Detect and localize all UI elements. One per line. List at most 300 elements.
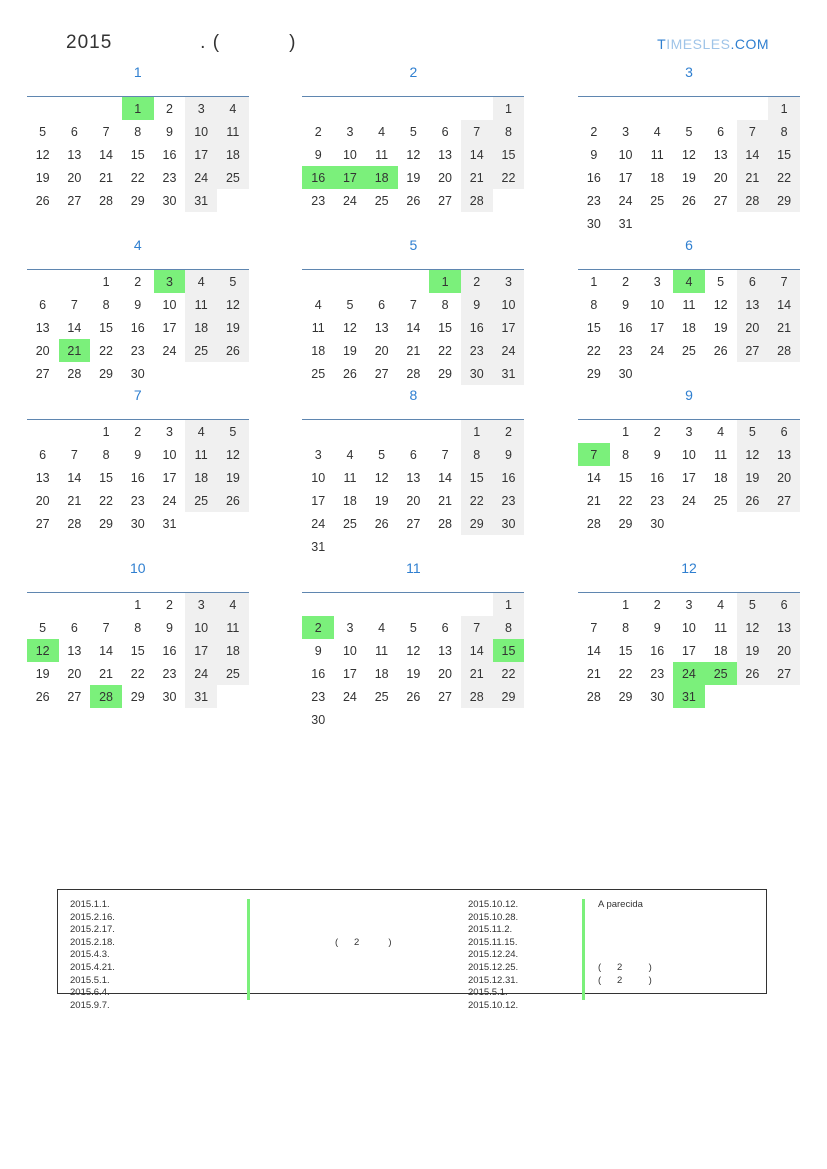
day-cell[interactable]: 29 (493, 685, 525, 708)
day-cell[interactable]: 15 (768, 143, 800, 166)
day-cell[interactable]: 28 (406, 366, 421, 381)
day-cell[interactable]: 24 (162, 493, 177, 508)
day-cell[interactable]: 21 (768, 316, 800, 339)
day-cell[interactable]: 25 (705, 662, 737, 685)
day-cell[interactable]: 7 (409, 297, 417, 312)
day-cell[interactable]: 10 (162, 297, 177, 312)
day-cell[interactable]: 6 (717, 124, 725, 139)
day-cell[interactable]: 20 (35, 343, 50, 358)
day-cell[interactable]: 8 (768, 120, 800, 143)
day-cell[interactable]: 4 (378, 124, 386, 139)
day-cell[interactable]: 23 (162, 666, 177, 681)
day-cell[interactable]: 10 (342, 643, 357, 658)
day-cell[interactable]: 15 (99, 470, 113, 485)
day-cell[interactable]: 24 (311, 516, 326, 531)
day-cell[interactable]: 9 (134, 297, 142, 312)
day-cell[interactable]: 21 (59, 339, 91, 362)
day-cell[interactable]: 8 (134, 124, 142, 139)
day-cell[interactable]: 15 (618, 643, 633, 658)
brand-logo[interactable] (657, 36, 769, 52)
day-cell[interactable]: 3 (185, 593, 217, 617)
day-cell[interactable]: 19 (217, 316, 249, 339)
day-cell[interactable]: 6 (768, 420, 800, 444)
day-cell[interactable]: 5 (39, 124, 47, 139)
day-cell[interactable]: 6 (378, 297, 386, 312)
day-cell[interactable]: 22 (618, 666, 633, 681)
day-cell[interactable]: 10 (185, 120, 217, 143)
day-cell[interactable]: 21 (406, 343, 421, 358)
day-cell[interactable]: 6 (409, 447, 417, 462)
day-cell[interactable]: 25 (713, 493, 728, 508)
day-cell[interactable]: 12 (406, 147, 421, 162)
day-cell[interactable]: 4 (217, 97, 249, 121)
day-cell[interactable]: 26 (406, 193, 421, 208)
day-cell[interactable]: 18 (374, 666, 389, 681)
day-cell[interactable]: 17 (650, 320, 665, 335)
day-cell[interactable]: 6 (441, 620, 449, 635)
day-cell[interactable]: 5 (217, 270, 249, 294)
day-cell[interactable]: 27 (768, 489, 800, 512)
day-cell[interactable]: 17 (311, 493, 326, 508)
day-cell[interactable]: 9 (461, 293, 493, 316)
day-cell[interactable]: 13 (35, 470, 50, 485)
day-cell[interactable]: 18 (342, 493, 357, 508)
day-cell[interactable]: 7 (70, 297, 78, 312)
day-cell[interactable]: 23 (311, 193, 326, 208)
day-cell[interactable]: 16 (650, 643, 665, 658)
day-cell[interactable]: 29 (586, 366, 601, 381)
day-cell[interactable]: 27 (438, 689, 452, 704)
day-cell[interactable]: 14 (99, 147, 113, 162)
day-cell[interactable]: 15 (493, 639, 525, 662)
day-cell[interactable]: 18 (311, 343, 326, 358)
day-cell[interactable]: 5 (378, 447, 386, 462)
day-cell[interactable]: 15 (493, 143, 525, 166)
day-cell[interactable]: 16 (311, 666, 326, 681)
day-cell[interactable]: 13 (438, 643, 452, 658)
day-cell[interactable]: 15 (586, 320, 601, 335)
day-cell[interactable]: 24 (681, 493, 696, 508)
day-cell[interactable]: 9 (653, 447, 661, 462)
day-cell[interactable]: 8 (493, 120, 525, 143)
day-cell[interactable]: 2 (461, 270, 493, 294)
day-cell[interactable]: 18 (713, 470, 728, 485)
day-cell[interactable]: 10 (681, 447, 696, 462)
day-cell[interactable]: 25 (217, 166, 249, 189)
day-cell[interactable]: 16 (618, 320, 633, 335)
day-cell[interactable]: 2 (653, 424, 661, 439)
day-cell[interactable]: 26 (681, 193, 696, 208)
day-cell[interactable]: 4 (673, 270, 705, 294)
day-cell[interactable]: 26 (35, 193, 50, 208)
day-cell[interactable]: 12 (737, 616, 769, 639)
day-cell[interactable]: 27 (67, 193, 82, 208)
day-cell[interactable]: 13 (67, 643, 82, 658)
day-cell[interactable]: 12 (217, 443, 249, 466)
day-cell[interactable]: 3 (622, 124, 630, 139)
day-cell[interactable]: 10 (162, 447, 177, 462)
day-cell[interactable]: 11 (217, 616, 249, 639)
day-cell[interactable]: 4 (653, 124, 661, 139)
day-cell[interactable]: 19 (406, 666, 421, 681)
day-cell[interactable]: 16 (586, 170, 601, 185)
day-cell[interactable]: 2 (134, 424, 142, 439)
day-cell[interactable]: 21 (67, 493, 82, 508)
day-cell[interactable]: 5 (217, 420, 249, 444)
day-cell[interactable]: 31 (311, 539, 326, 554)
day-cell[interactable]: 3 (314, 447, 322, 462)
day-cell[interactable]: 11 (311, 320, 325, 335)
day-cell[interactable]: 15 (618, 470, 633, 485)
day-cell[interactable]: 17 (618, 170, 633, 185)
day-cell[interactable]: 14 (67, 470, 82, 485)
day-cell[interactable]: 10 (681, 620, 696, 635)
day-cell[interactable]: 24 (650, 343, 665, 358)
day-cell[interactable]: 18 (185, 466, 217, 489)
day-cell[interactable]: 26 (35, 689, 50, 704)
day-cell[interactable]: 21 (737, 166, 769, 189)
day-cell[interactable]: 22 (99, 493, 113, 508)
day-cell[interactable]: 5 (346, 297, 354, 312)
day-cell[interactable]: 22 (768, 166, 800, 189)
day-cell[interactable]: 30 (650, 689, 665, 704)
day-cell[interactable]: 6 (70, 124, 78, 139)
day-cell[interactable]: 25 (217, 662, 249, 685)
day-cell[interactable]: 30 (618, 366, 633, 381)
day-cell[interactable]: 1 (493, 97, 525, 121)
day-cell[interactable]: 11 (375, 643, 389, 658)
day-cell[interactable]: 7 (102, 124, 110, 139)
day-cell[interactable]: 2 (493, 420, 525, 444)
day-cell[interactable]: 1 (122, 97, 154, 121)
day-cell[interactable]: 31 (185, 189, 217, 212)
day-cell[interactable]: 8 (461, 443, 493, 466)
day-cell[interactable]: 4 (378, 620, 386, 635)
day-cell[interactable]: 14 (438, 470, 452, 485)
day-cell[interactable]: 4 (717, 597, 725, 612)
day-cell[interactable]: 13 (768, 616, 800, 639)
day-cell[interactable]: 8 (102, 297, 110, 312)
day-cell[interactable]: 29 (618, 689, 633, 704)
day-cell[interactable]: 3 (165, 424, 173, 439)
day-cell[interactable]: 21 (586, 666, 601, 681)
day-cell[interactable]: 15 (130, 643, 145, 658)
day-cell[interactable]: 8 (590, 297, 598, 312)
day-cell[interactable]: 30 (130, 516, 145, 531)
day-cell[interactable]: 23 (618, 343, 633, 358)
day-cell[interactable]: 10 (618, 147, 633, 162)
day-cell[interactable]: 30 (162, 689, 177, 704)
day-cell[interactable]: 20 (67, 170, 82, 185)
day-cell[interactable]: 13 (406, 470, 421, 485)
day-cell[interactable]: 5 (685, 124, 693, 139)
day-cell[interactable]: 29 (99, 366, 113, 381)
day-cell[interactable]: 1 (590, 274, 598, 289)
day-cell[interactable]: 30 (650, 516, 665, 531)
day-cell[interactable]: 22 (438, 343, 452, 358)
day-cell[interactable]: 4 (185, 270, 217, 294)
day-cell[interactable]: 13 (737, 293, 769, 316)
day-cell[interactable]: 16 (130, 320, 145, 335)
day-cell[interactable]: 9 (622, 297, 630, 312)
day-cell[interactable]: 22 (586, 343, 601, 358)
day-cell[interactable]: 14 (586, 470, 601, 485)
day-cell[interactable]: 1 (102, 424, 110, 439)
day-cell[interactable]: 14 (737, 143, 769, 166)
day-cell[interactable]: 12 (35, 147, 50, 162)
day-cell[interactable]: 15 (130, 147, 145, 162)
day-cell[interactable]: 24 (185, 662, 217, 685)
day-cell[interactable]: 1 (134, 597, 142, 612)
day-cell[interactable]: 23 (493, 489, 525, 512)
day-cell[interactable]: 29 (130, 689, 145, 704)
day-cell[interactable]: 20 (768, 639, 800, 662)
day-cell[interactable]: 21 (99, 666, 113, 681)
day-cell[interactable]: 26 (342, 366, 357, 381)
day-cell[interactable]: 8 (102, 447, 110, 462)
day-cell[interactable]: 15 (99, 320, 113, 335)
day-cell[interactable]: 10 (342, 147, 357, 162)
day-cell[interactable]: 3 (493, 270, 525, 294)
day-cell[interactable]: 14 (461, 143, 493, 166)
day-cell[interactable]: 1 (493, 593, 525, 617)
day-cell[interactable]: 13 (67, 147, 82, 162)
day-cell[interactable]: 2 (314, 124, 322, 139)
day-cell[interactable]: 1 (768, 97, 800, 121)
day-cell[interactable]: 4 (717, 424, 725, 439)
day-cell[interactable]: 18 (650, 170, 665, 185)
day-cell[interactable]: 19 (374, 493, 389, 508)
day-cell[interactable]: 2 (165, 597, 173, 612)
day-cell[interactable]: 18 (217, 143, 249, 166)
day-cell[interactable]: 12 (217, 293, 249, 316)
day-cell[interactable]: 11 (343, 470, 357, 485)
day-cell[interactable]: 26 (737, 489, 769, 512)
day-cell[interactable]: 19 (406, 170, 421, 185)
day-cell[interactable]: 11 (185, 293, 217, 316)
day-cell[interactable]: 26 (737, 662, 769, 685)
day-cell[interactable]: 27 (713, 193, 728, 208)
day-cell[interactable]: 20 (67, 666, 82, 681)
day-cell[interactable]: 2 (302, 616, 334, 639)
day-cell[interactable]: 26 (406, 689, 421, 704)
day-cell[interactable]: 25 (185, 339, 217, 362)
day-cell[interactable]: 10 (650, 297, 665, 312)
day-cell[interactable]: 10 (493, 293, 525, 316)
day-cell[interactable]: 5 (737, 420, 769, 444)
day-cell[interactable]: 7 (70, 447, 78, 462)
day-cell[interactable]: 30 (493, 512, 525, 535)
day-cell[interactable]: 20 (768, 466, 800, 489)
day-cell[interactable]: 11 (375, 147, 389, 162)
day-cell[interactable]: 7 (441, 447, 449, 462)
day-cell[interactable]: 17 (162, 320, 177, 335)
day-cell[interactable]: 23 (586, 193, 601, 208)
day-cell[interactable]: 3 (685, 597, 693, 612)
day-cell[interactable]: 29 (461, 512, 493, 535)
day-cell[interactable]: 23 (162, 170, 177, 185)
day-cell[interactable]: 27 (374, 366, 389, 381)
day-cell[interactable]: 22 (493, 166, 525, 189)
day-cell[interactable]: 6 (768, 593, 800, 617)
day-cell[interactable]: 17 (493, 316, 525, 339)
day-cell[interactable]: 10 (185, 616, 217, 639)
day-cell[interactable]: 29 (768, 189, 800, 212)
day-cell[interactable]: 19 (217, 466, 249, 489)
day-cell[interactable]: 29 (618, 516, 633, 531)
day-cell[interactable]: 27 (438, 193, 452, 208)
day-cell[interactable]: 19 (681, 170, 696, 185)
day-cell[interactable]: 23 (130, 493, 145, 508)
day-cell[interactable]: 8 (134, 620, 142, 635)
day-cell[interactable]: 23 (130, 343, 145, 358)
day-cell[interactable]: 20 (737, 316, 769, 339)
day-cell[interactable]: 2 (165, 101, 173, 116)
day-cell[interactable]: 8 (441, 297, 449, 312)
day-cell[interactable]: 24 (342, 193, 357, 208)
day-cell[interactable]: 20 (35, 493, 50, 508)
day-cell[interactable]: 2 (590, 124, 598, 139)
day-cell[interactable]: 7 (461, 120, 493, 143)
day-cell[interactable]: 9 (314, 643, 322, 658)
day-cell[interactable]: 14 (461, 639, 493, 662)
day-cell[interactable]: 27 (35, 516, 50, 531)
day-cell[interactable]: 18 (185, 316, 217, 339)
day-cell[interactable]: 28 (67, 366, 82, 381)
day-cell[interactable]: 25 (342, 516, 357, 531)
day-cell[interactable]: 18 (713, 643, 728, 658)
day-cell[interactable]: 9 (493, 443, 525, 466)
day-cell[interactable]: 15 (438, 320, 452, 335)
day-cell[interactable]: 4 (314, 297, 322, 312)
day-cell[interactable]: 17 (185, 639, 217, 662)
day-cell[interactable]: 4 (185, 420, 217, 444)
day-cell[interactable]: 28 (438, 516, 452, 531)
day-cell[interactable]: 28 (461, 189, 493, 212)
day-cell[interactable]: 6 (70, 620, 78, 635)
day-cell[interactable]: 12 (737, 443, 769, 466)
day-cell[interactable]: 7 (461, 616, 493, 639)
day-cell[interactable]: 8 (622, 620, 630, 635)
day-cell[interactable]: 6 (39, 447, 47, 462)
day-cell[interactable]: 20 (713, 170, 728, 185)
day-cell[interactable]: 17 (342, 666, 357, 681)
day-cell[interactable]: 22 (99, 343, 113, 358)
day-cell[interactable]: 31 (673, 685, 705, 708)
day-cell[interactable]: 12 (342, 320, 357, 335)
day-cell[interactable]: 24 (342, 689, 357, 704)
day-cell[interactable]: 16 (130, 470, 145, 485)
day-cell[interactable]: 16 (162, 147, 177, 162)
day-cell[interactable]: 22 (618, 493, 633, 508)
day-cell[interactable]: 16 (461, 316, 493, 339)
day-cell[interactable]: 2 (134, 274, 142, 289)
day-cell[interactable]: 30 (311, 712, 326, 727)
day-cell[interactable]: 17 (681, 643, 696, 658)
day-cell[interactable]: 18 (217, 639, 249, 662)
day-cell[interactable]: 26 (713, 343, 728, 358)
day-cell[interactable]: 3 (154, 270, 186, 294)
day-cell[interactable]: 6 (441, 124, 449, 139)
day-cell[interactable]: 10 (311, 470, 326, 485)
day-cell[interactable]: 26 (217, 339, 249, 362)
day-cell[interactable]: 20 (406, 493, 421, 508)
day-cell[interactable]: 19 (737, 639, 769, 662)
day-cell[interactable]: 2 (622, 274, 630, 289)
day-cell[interactable]: 7 (768, 270, 800, 294)
day-cell[interactable]: 29 (99, 516, 113, 531)
day-cell[interactable]: 31 (493, 362, 525, 385)
day-cell[interactable]: 24 (162, 343, 177, 358)
day-cell[interactable]: 25 (374, 689, 389, 704)
day-cell[interactable]: 28 (768, 339, 800, 362)
day-cell[interactable]: 14 (99, 643, 113, 658)
day-cell[interactable]: 11 (217, 120, 249, 143)
day-cell[interactable]: 27 (768, 662, 800, 685)
day-cell[interactable]: 28 (586, 516, 601, 531)
day-cell[interactable]: 8 (493, 616, 525, 639)
day-cell[interactable]: 23 (650, 666, 665, 681)
day-cell[interactable]: 22 (130, 666, 145, 681)
day-cell[interactable]: 1 (461, 420, 493, 444)
day-cell[interactable]: 6 (737, 270, 769, 294)
day-cell[interactable]: 19 (342, 343, 357, 358)
day-cell[interactable]: 5 (409, 620, 417, 635)
day-cell[interactable]: 21 (461, 166, 493, 189)
day-cell[interactable]: 3 (653, 274, 661, 289)
day-cell[interactable]: 20 (438, 666, 452, 681)
day-cell[interactable]: 2 (653, 597, 661, 612)
day-cell[interactable]: 13 (374, 320, 389, 335)
day-cell[interactable]: 17 (185, 143, 217, 166)
day-cell[interactable]: 7 (737, 120, 769, 143)
day-cell[interactable]: 21 (586, 493, 601, 508)
day-cell[interactable]: 5 (737, 593, 769, 617)
day-cell[interactable]: 12 (374, 470, 389, 485)
day-cell[interactable]: 7 (578, 443, 610, 466)
day-cell[interactable]: 28 (737, 189, 769, 212)
day-cell[interactable]: 25 (650, 193, 665, 208)
day-cell[interactable]: 19 (35, 170, 50, 185)
day-cell[interactable]: 25 (681, 343, 696, 358)
day-cell[interactable]: 17 (681, 470, 696, 485)
day-cell[interactable]: 12 (713, 297, 728, 312)
day-cell[interactable]: 18 (366, 166, 398, 189)
day-cell[interactable]: 1 (622, 597, 630, 612)
day-cell[interactable]: 3 (346, 124, 354, 139)
day-cell[interactable]: 13 (35, 320, 50, 335)
day-cell[interactable]: 25 (185, 489, 217, 512)
day-cell[interactable]: 6 (39, 297, 47, 312)
day-cell[interactable]: 1 (102, 274, 110, 289)
day-cell[interactable]: 27 (406, 516, 421, 531)
day-cell[interactable]: 7 (102, 620, 110, 635)
day-cell[interactable]: 29 (438, 366, 452, 381)
day-cell[interactable]: 22 (461, 489, 493, 512)
day-cell[interactable]: 26 (217, 489, 249, 512)
day-cell[interactable]: 3 (185, 97, 217, 121)
day-cell[interactable]: 3 (346, 620, 354, 635)
day-cell[interactable]: 28 (99, 193, 113, 208)
day-cell[interactable]: 25 (374, 193, 389, 208)
day-cell[interactable]: 30 (162, 193, 177, 208)
day-cell[interactable]: 12 (681, 147, 696, 162)
day-cell[interactable]: 22 (493, 662, 525, 685)
day-cell[interactable]: 30 (586, 216, 601, 231)
day-cell[interactable]: 31 (618, 216, 633, 231)
day-cell[interactable]: 28 (90, 685, 122, 708)
day-cell[interactable]: 20 (438, 170, 452, 185)
